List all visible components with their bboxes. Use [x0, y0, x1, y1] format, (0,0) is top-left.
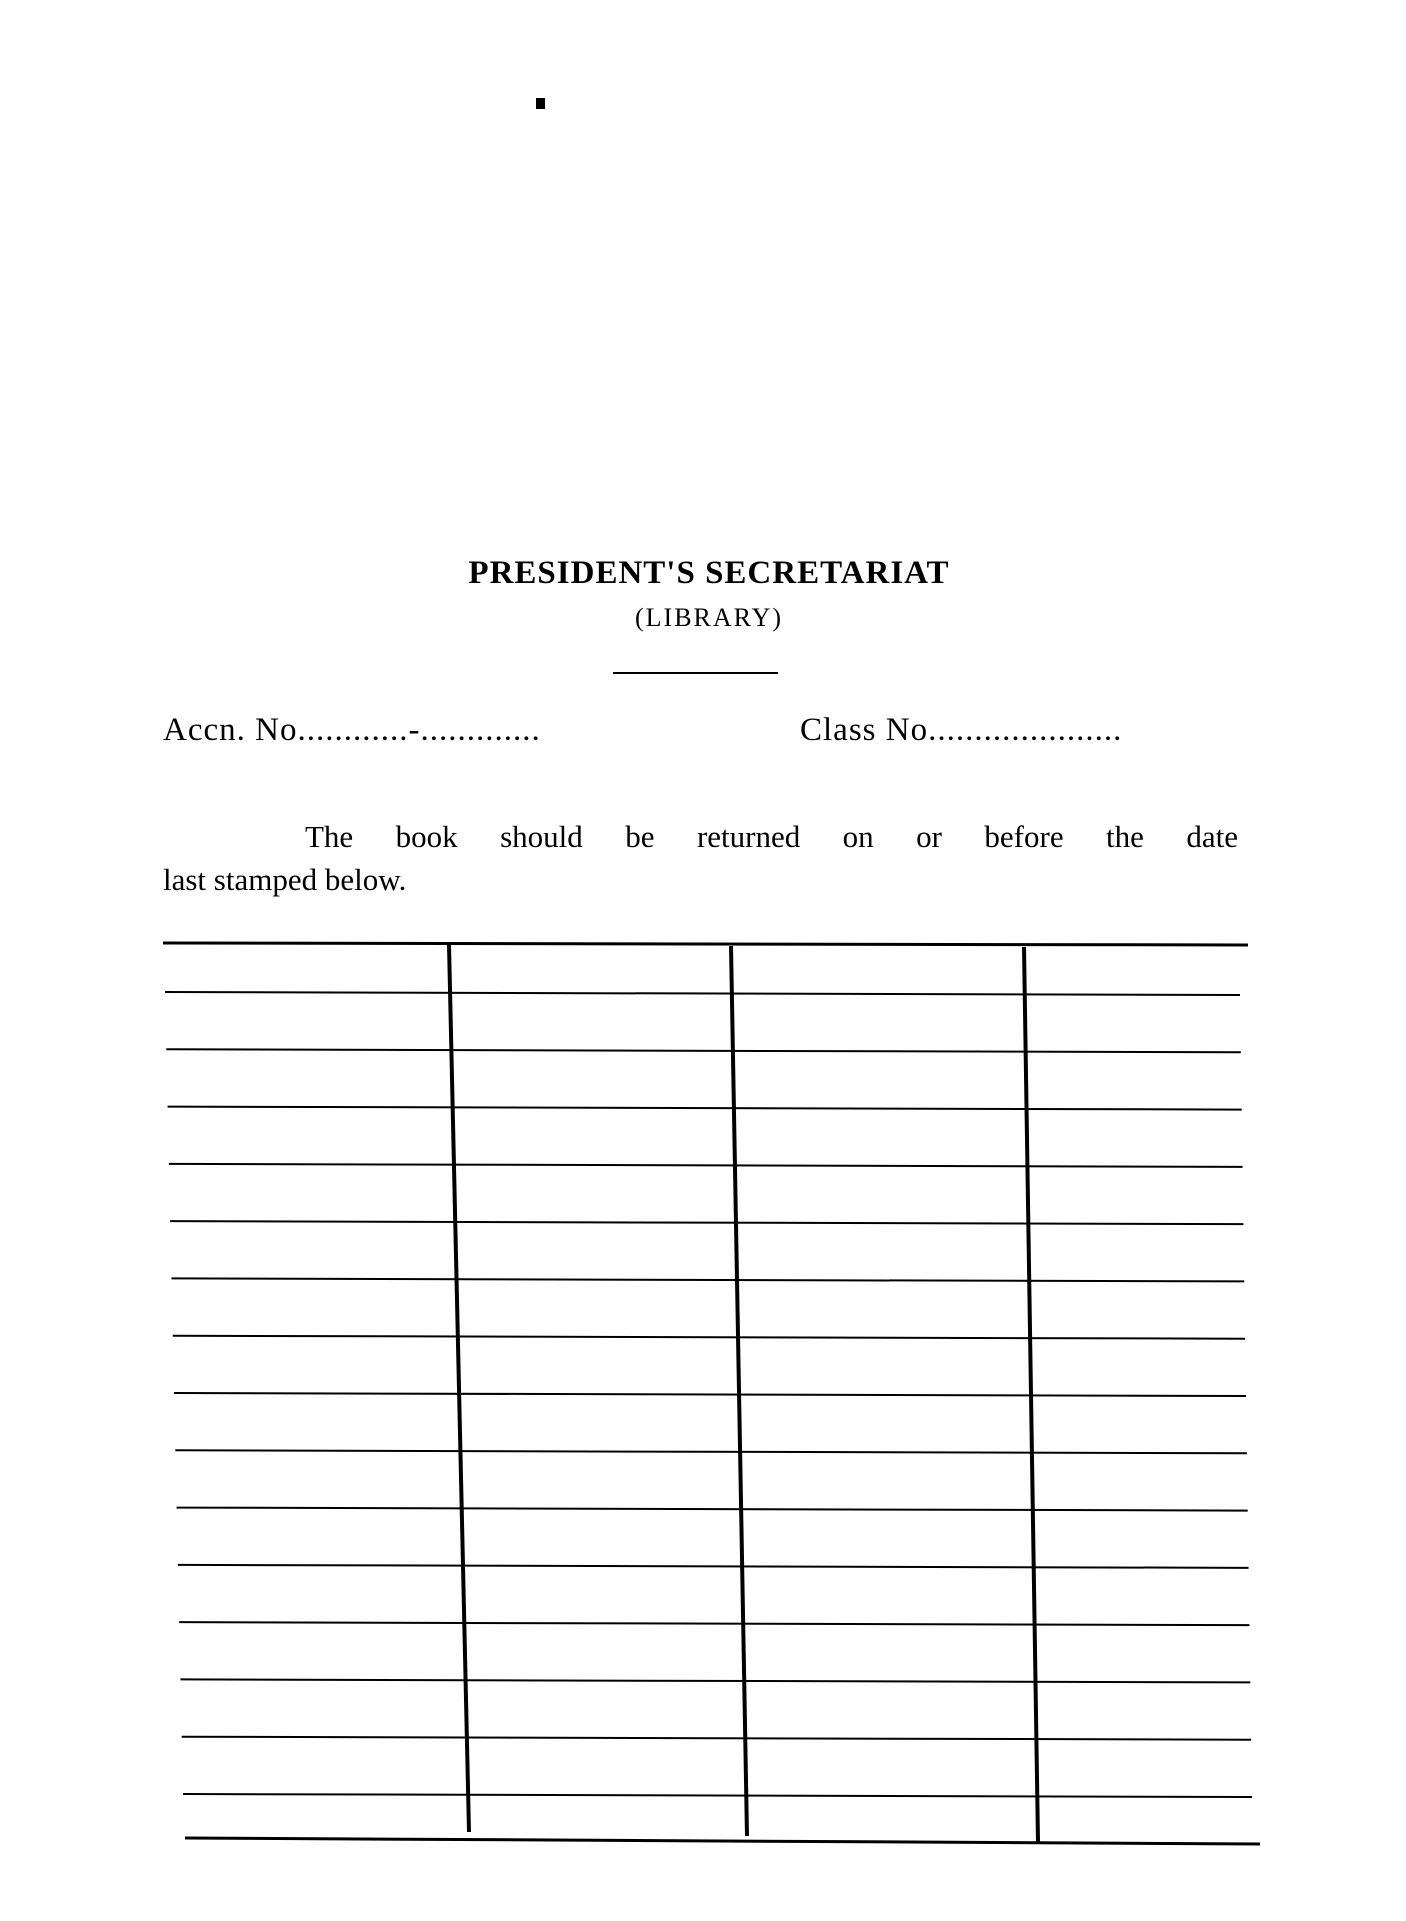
table-row-rule [179, 1622, 1249, 1625]
table-row-rule [175, 1450, 1247, 1453]
table-row-rule [178, 1565, 1249, 1568]
table-row-rule [166, 1049, 1241, 1052]
table-row-rule [168, 1107, 1242, 1110]
class-number-blank[interactable]: ..................... [928, 712, 1123, 748]
class-number-label: Class No [800, 712, 929, 748]
table-column-rule [449, 945, 469, 1832]
instruction-line-2: last stamped below. [163, 862, 407, 897]
table-bottom-rule [185, 1838, 1260, 1844]
table-row-rule [171, 1278, 1244, 1281]
table-top-rule [163, 943, 1248, 945]
page-title: PRESIDENT'S SECRETARIAT [468, 555, 950, 591]
table-row-rule [165, 992, 1240, 995]
table-row-rule [174, 1393, 1246, 1396]
accession-number-blank[interactable]: ............-............. [297, 712, 541, 748]
table-row-rule [177, 1508, 1248, 1511]
table-row-rule [183, 1794, 1252, 1797]
table-row-rule [169, 1164, 1243, 1167]
table-column-rule [731, 946, 747, 1836]
accession-number-label: Accn. No [163, 712, 298, 748]
page-subtitle: (LIBRARY) [635, 603, 783, 632]
table-row-rule [180, 1679, 1250, 1682]
table-row-rule [170, 1221, 1243, 1224]
table-row-rule [173, 1336, 1245, 1339]
table-row-rule [182, 1737, 1251, 1740]
instruction-line-1: The book should be returned on or before the date [305, 819, 1238, 854]
